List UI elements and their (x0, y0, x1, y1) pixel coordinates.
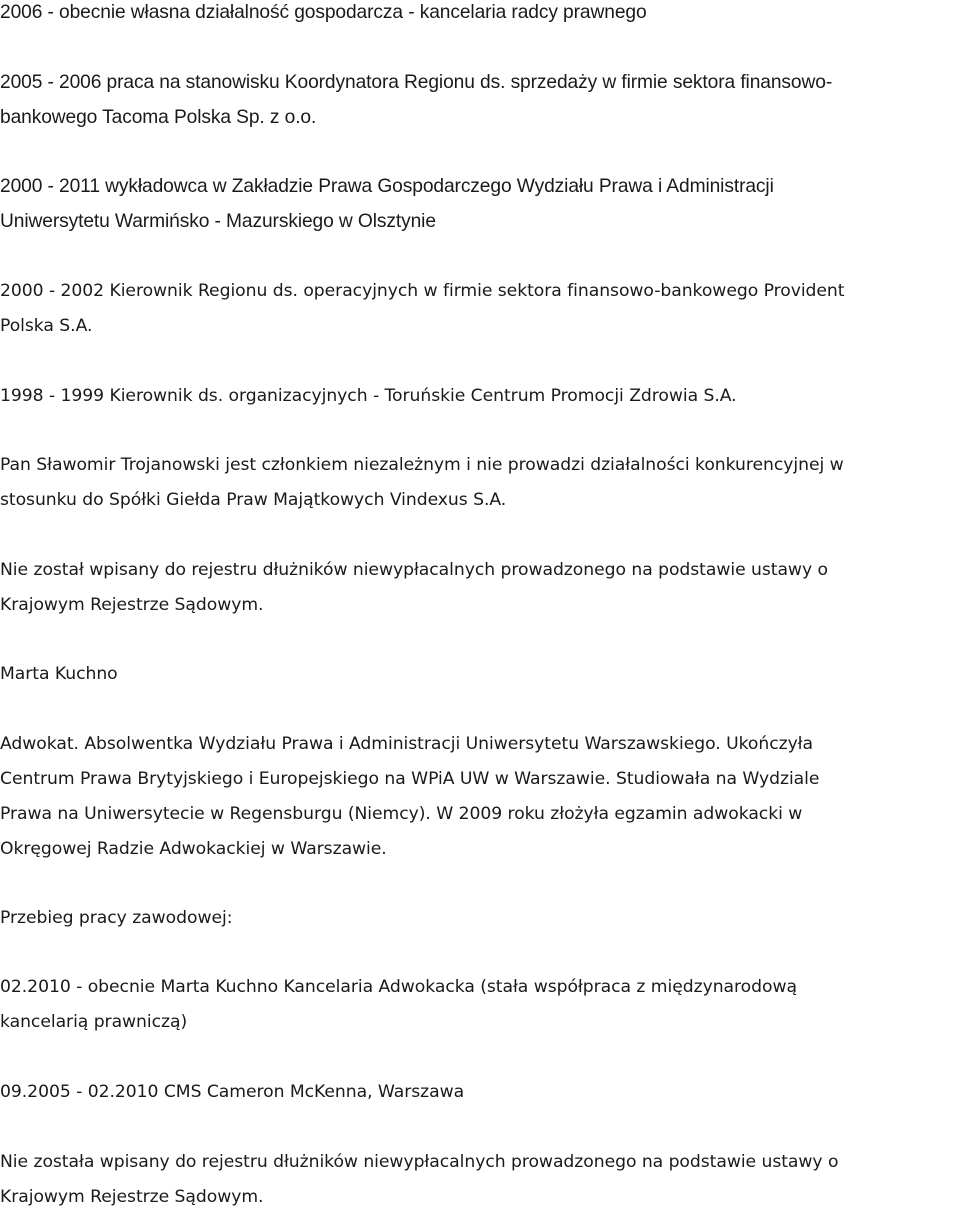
text-line: Prawa na Uniwersytecie w Regensburgu (Niemcy). W 2009 roku złożyła egzamin adwokacki w (0, 804, 803, 824)
career-entry-2006 (0, 0, 958, 30)
text-line: 2000 - 2011 wykładowca w Zakładzie Prawa Gospodarczego Wydziału Prawa i Administracji (0, 176, 774, 197)
career-heading (0, 901, 958, 936)
text-line: stosunku do Spółki Giełda Praw Majątkowych Vindexus S.A. (0, 490, 507, 510)
text-line: 2006 - obecnie własna działalność gospodarcza - kancelaria radcy prawnego (0, 2, 647, 23)
career-entry-2005-2010 (0, 1075, 958, 1110)
text-line: 1998 - 1999 Kierownik ds. organizacyjnych - Toruńskie Centrum Promocji Zdrowia S.A. (0, 386, 737, 406)
text-line: 02.2010 - obecnie Marta Kuchno Kancelaria Adwokacka (stała współpraca z międzynarodową (0, 977, 797, 997)
text-line: Przebieg pracy zawodowej: (0, 908, 233, 928)
career-entry-2005 (0, 65, 958, 135)
career-entry-2000-2011 (0, 169, 958, 239)
text-line: Adwokat. Absolwentka Wydziału Prawa i Administracji Uniwersytetu Warszawskiego. Ukończyła (0, 734, 814, 754)
biography (0, 727, 958, 867)
text-line: Krajowym Rejestrze Sądowym. (0, 1187, 264, 1207)
text-line: Nie została wpisany do rejestru dłużników niewypłacalnych prowadzonego na podstawie ustawy o (0, 1152, 839, 1172)
text-line: 2005 - 2006 praca na stanowisku Koordynatora Regionu ds. sprzedaży w firmie sektora finansowo- (0, 72, 833, 93)
career-entry-2000-2002 (0, 274, 958, 344)
debtor-register-statement-2 (0, 1145, 958, 1215)
text-line: Okręgowej Radzie Adwokackiej w Warszawie. (0, 839, 387, 859)
text-line: Krajowym Rejestrze Sądowym. (0, 595, 264, 615)
person-name (0, 657, 958, 692)
career-entry-1998 (0, 379, 958, 414)
text-line: 09.2005 - 02.2010 CMS Cameron McKenna, Warszawa (0, 1082, 465, 1102)
text-line: Nie został wpisany do rejestru dłużników niewypłacalnych prowadzonego na podstawie ustawy o (0, 560, 828, 580)
text-line: Uniwersytetu Warmińsko - Mazurskiego w Olsztynie (0, 211, 436, 232)
text-line: kancelarią prawniczą) (0, 1012, 188, 1032)
text-line: 2000 - 2002 Kierownik Regionu ds. operacyjnych w firmie sektora finansowo-bankowego Provident (0, 281, 845, 301)
text-line: Centrum Prawa Brytyjskiego i Europejskiego na WPiA UW w Warszawie. Studiowała na Wydziale (0, 769, 820, 789)
text-line: bankowego Tacoma Polska Sp. z o.o. (0, 107, 317, 128)
career-entry-2010 (0, 970, 958, 1040)
debtor-register-statement (0, 553, 958, 623)
text-line: Marta Kuchno (0, 664, 118, 684)
text-line: Polska S.A. (0, 316, 93, 336)
independence-statement (0, 448, 958, 518)
text-line: Pan Sławomir Trojanowski jest członkiem niezależnym i nie prowadzi działalności konkurencyjnej w (0, 455, 844, 475)
